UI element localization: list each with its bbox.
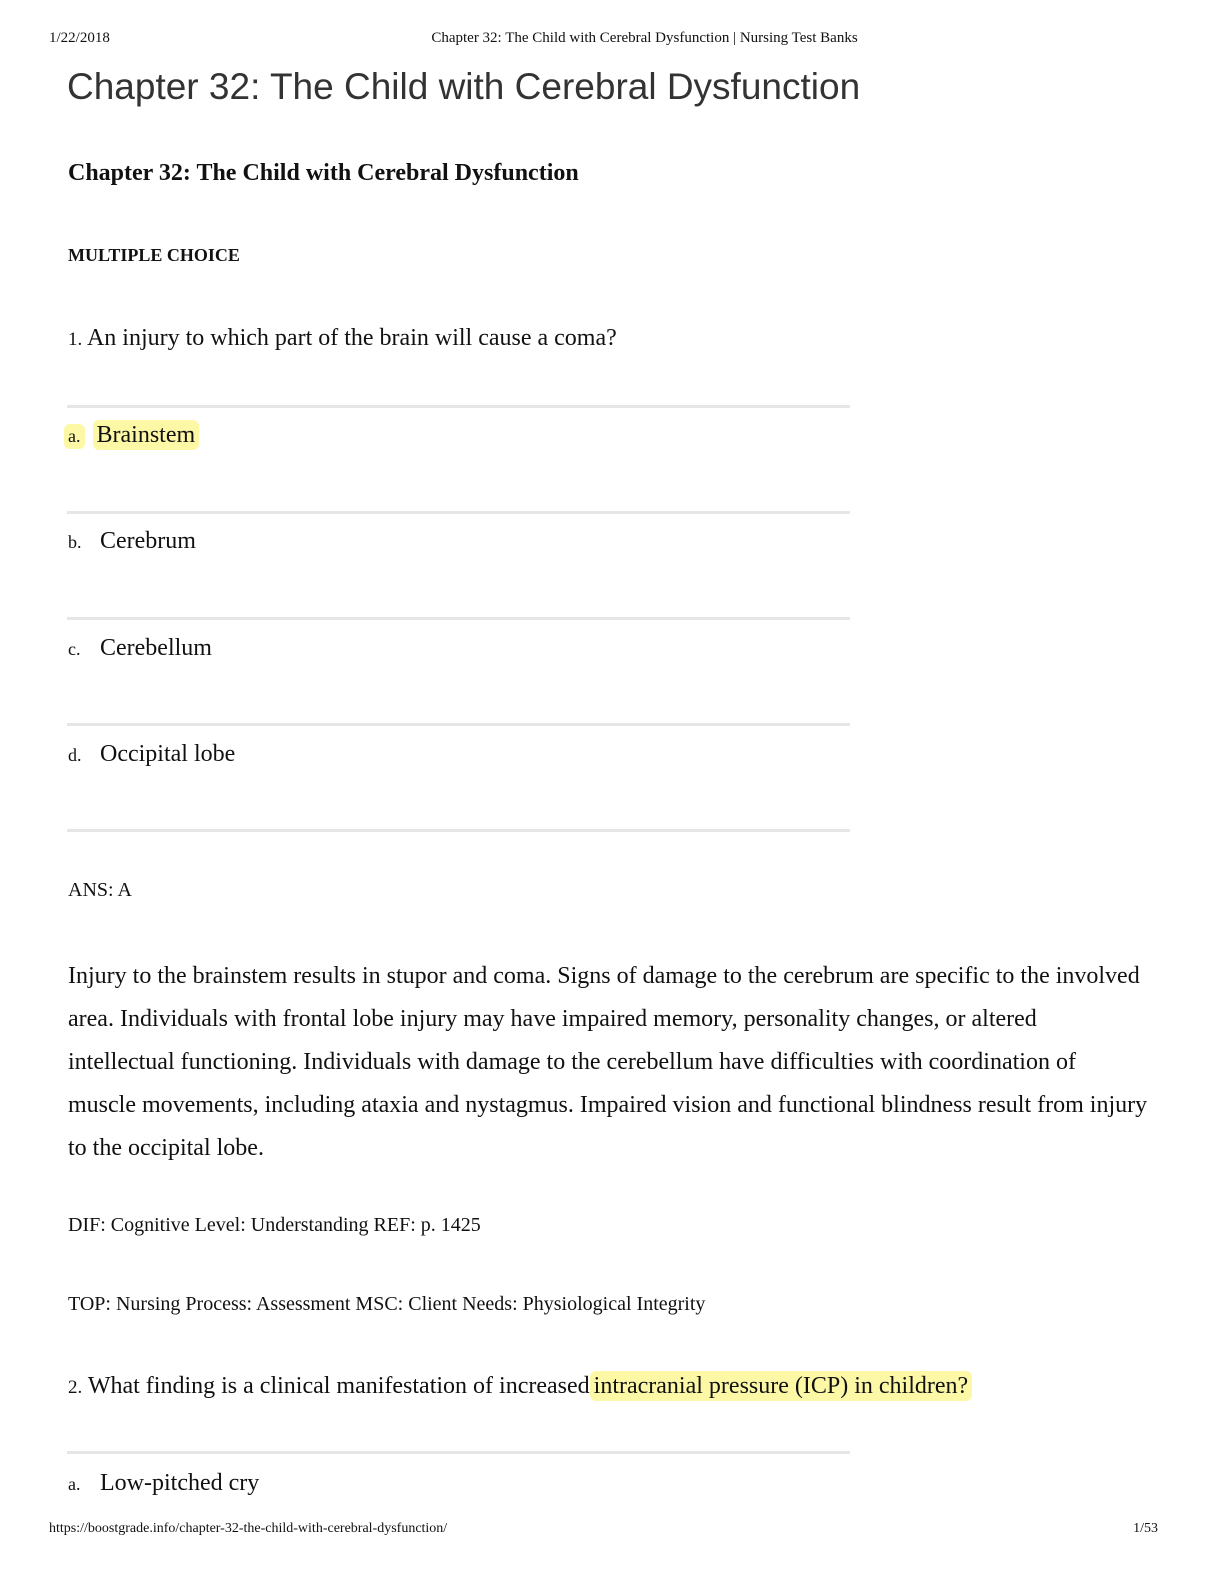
question-number: 2. [68,1377,83,1398]
option-a [68,1470,259,1497]
option-text: Brainstem [93,420,200,450]
option-letter: a. [64,424,85,449]
option-letter: c. [68,639,81,659]
answer-key: ANS: A [68,879,132,901]
divider [67,723,850,726]
question-1 [68,325,617,352]
print-header-title: Chapter 32: The Child with Cerebral Dysfunction | Nursing Test Banks [431,30,858,46]
option-letter: d. [68,745,82,765]
option-letter: b. [68,532,82,552]
option-text: Cerebellum [100,635,212,661]
option-text: Cerebrum [100,528,196,554]
highlighted-text: intracranial pressure (ICP) in children? [590,1371,973,1401]
option-b [68,528,196,555]
question-text: What finding is a clinical manifestation of increased [87,1373,590,1399]
option-text: Occipital lobe [100,741,236,767]
section-label: MULTIPLE CHOICE [68,245,240,265]
option-a [68,422,199,449]
divider [67,829,850,832]
divider [67,405,850,408]
question-text: An injury to which part of the brain will cause a coma? [86,325,617,351]
print-footer-url: https://boostgrade.info/chapter-32-the-child-with-cerebral-dysfunction/ [49,1521,448,1536]
rationale: Injury to the brainstem results in stupor and coma. Signs of damage to the cerebrum are specific to the involved area. Individuals with frontal lobe injury may have impaired memory, personality changes, or altered intellectual functioning. Individuals with damage to the cerebellum have difficulties with coordination of muscle movements, including ataxia and nystagmus. Impaired vision and functional blindness result from injury to the occipital lobe. [68,963,1148,1161]
divider [67,1451,850,1454]
difficulty-reference: DIF: Cognitive Level: Understanding REF: p. 1425 [68,1214,481,1236]
option-c [68,635,212,662]
question-2 [68,1373,972,1400]
option-text: Low-pitched cry [100,1470,260,1496]
post-title: Chapter 32: The Child with Cerebral Dysfunction [68,160,579,186]
divider [67,617,850,620]
divider [67,511,850,514]
question-number: 1. [68,329,83,350]
print-date: 1/22/2018 [49,30,110,46]
site-title: Chapter 32: The Child with Cerebral Dysfunction [67,66,861,107]
page-number: 1/53 [1133,1521,1158,1536]
option-letter: a. [68,1474,81,1494]
option-d [68,741,235,768]
topic-client-needs: TOP: Nursing Process: Assessment MSC: Client Needs: Physiological Integrity [68,1293,706,1315]
